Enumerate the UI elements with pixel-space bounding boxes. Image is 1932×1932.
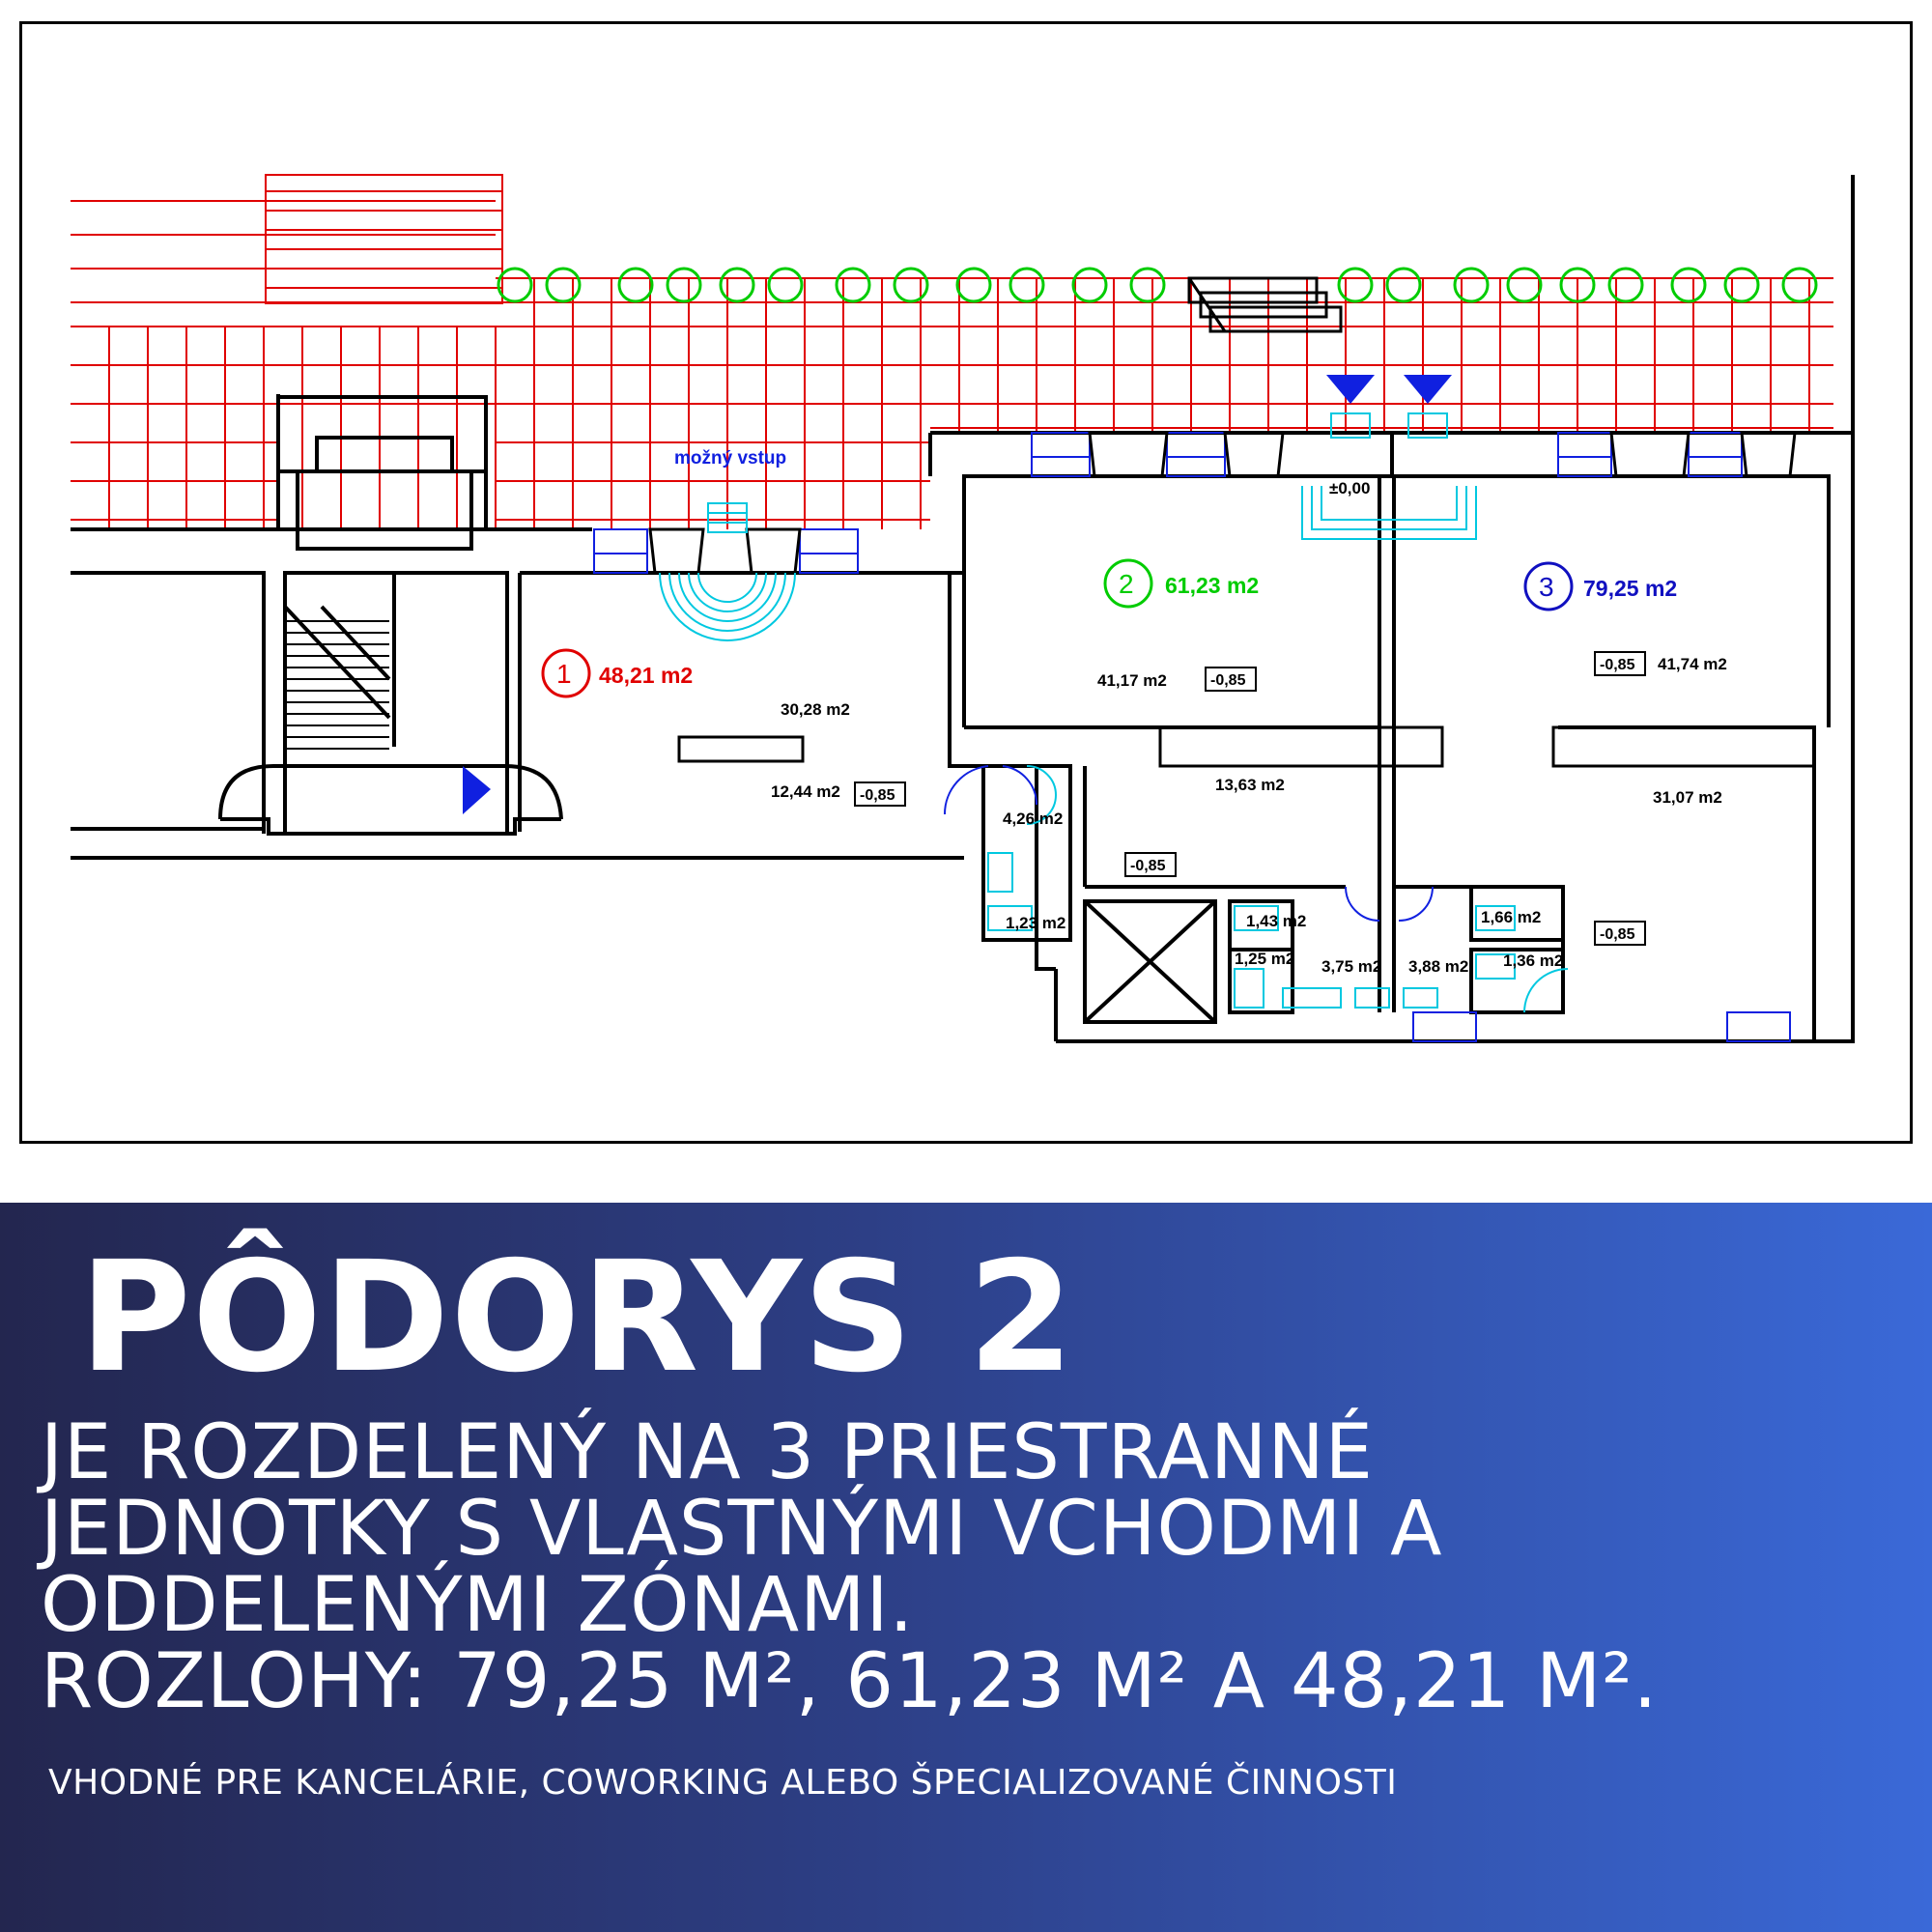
tree-icon [1783, 269, 1816, 301]
unit-number-1: 1 [556, 659, 572, 689]
level-tag-u2-top: -0,85 [1210, 672, 1246, 689]
banner-title: PÔDORYS 2 [79, 1229, 1075, 1406]
room-area-u3-back: 31,07 m2 [1653, 788, 1722, 807]
tree-icon [1455, 269, 1488, 301]
tree-icon [957, 269, 990, 301]
room-area-u1-hall: 4,26 m2 [1003, 810, 1064, 828]
room-area-u1-front: 12,44 m2 [771, 782, 840, 801]
terrace-grid [71, 175, 1833, 520]
building-walls [71, 175, 1853, 1041]
level-tag-u1: -0,85 [860, 787, 895, 804]
tree-icon [1073, 269, 1106, 301]
tree-icon [1010, 269, 1043, 301]
tree-icon [721, 269, 753, 301]
stair-entrance [220, 607, 561, 834]
unit-area-3: 79,25 m2 [1583, 576, 1678, 601]
level-tag-u2-bottom: -0,85 [1130, 858, 1166, 874]
info-banner [0, 1203, 1932, 1932]
tree-icon [1672, 269, 1705, 301]
tree-icon [837, 269, 869, 301]
tree-icon [668, 269, 700, 301]
room-area-u1-wc: 1,23 m2 [1006, 914, 1066, 932]
banner-footer: VHODNÉ PRE KANCELÁRIE, COWORKING ALEBO ŠPECIALIZOVANÉ ČINNOSTI [48, 1763, 1398, 1803]
tree-icon [1387, 269, 1420, 301]
tree-icon [1508, 269, 1541, 301]
unit-area-2: 61,23 m2 [1165, 573, 1260, 598]
description-line: JE ROZDELENÝ NA 3 PRIESTRANNÉ [41, 1409, 1374, 1496]
tree-row [498, 269, 1816, 301]
room-area-u1-main: 30,28 m2 [781, 700, 850, 719]
room-area-u2-main: 41,17 m2 [1097, 671, 1167, 690]
tree-icon [547, 269, 580, 301]
unit-number-2: 2 [1119, 569, 1134, 599]
room-area-u3-wc-a: 1,66 m2 [1481, 908, 1542, 926]
floor-plan-frame [19, 21, 1913, 1144]
banner-description [41, 1409, 1895, 1725]
tree-icon [895, 269, 927, 301]
tree-icon [1339, 269, 1372, 301]
tree-icon [1609, 269, 1642, 301]
description-line: JEDNOTKY S VLASTNÝMI VCHODMI A [41, 1486, 1443, 1573]
unit-badge-1 [543, 650, 693, 696]
unit-area-1: 48,21 m2 [599, 663, 694, 688]
unit-number-3: 3 [1539, 572, 1554, 602]
room-area-u3-wc-b: 1,36 m2 [1503, 952, 1564, 970]
arrow-entrance-icon [463, 766, 491, 814]
staircase [285, 621, 389, 749]
tree-icon [498, 269, 531, 301]
description-line: ODDELENÝMI ZÓNAMI. [41, 1562, 915, 1649]
level-tag-u3-bottom: -0,85 [1600, 926, 1635, 943]
level-tag-u3-top: -0,85 [1600, 657, 1635, 673]
sanitary-fixtures [988, 766, 1568, 1012]
tree-icon [769, 269, 802, 301]
floor-plan-drawing [22, 24, 1913, 1144]
entrance-label: možný vstup [674, 448, 787, 469]
unit-badge-2 [1105, 560, 1259, 607]
room-area-u2-wc-b: 1,25 m2 [1235, 950, 1295, 968]
tree-icon [619, 269, 652, 301]
room-area-u3-main: 41,74 m2 [1658, 655, 1727, 673]
room-area-u2-mid: 13,63 m2 [1215, 776, 1285, 794]
level-zero-label: ±0,00 [1329, 479, 1371, 497]
unit-badge-3 [1525, 563, 1677, 610]
room-area-u2-bath: 3,75 m2 [1321, 957, 1382, 976]
tree-icon [1725, 269, 1758, 301]
room-area-u3-bath: 3,88 m2 [1408, 957, 1469, 976]
tree-icon [1131, 269, 1164, 301]
description-line: ROZLOHY: 79,25 M², 61,23 M² A 48,21 M². [41, 1638, 1659, 1725]
room-area-u2-wc-a: 1,43 m2 [1246, 912, 1307, 930]
